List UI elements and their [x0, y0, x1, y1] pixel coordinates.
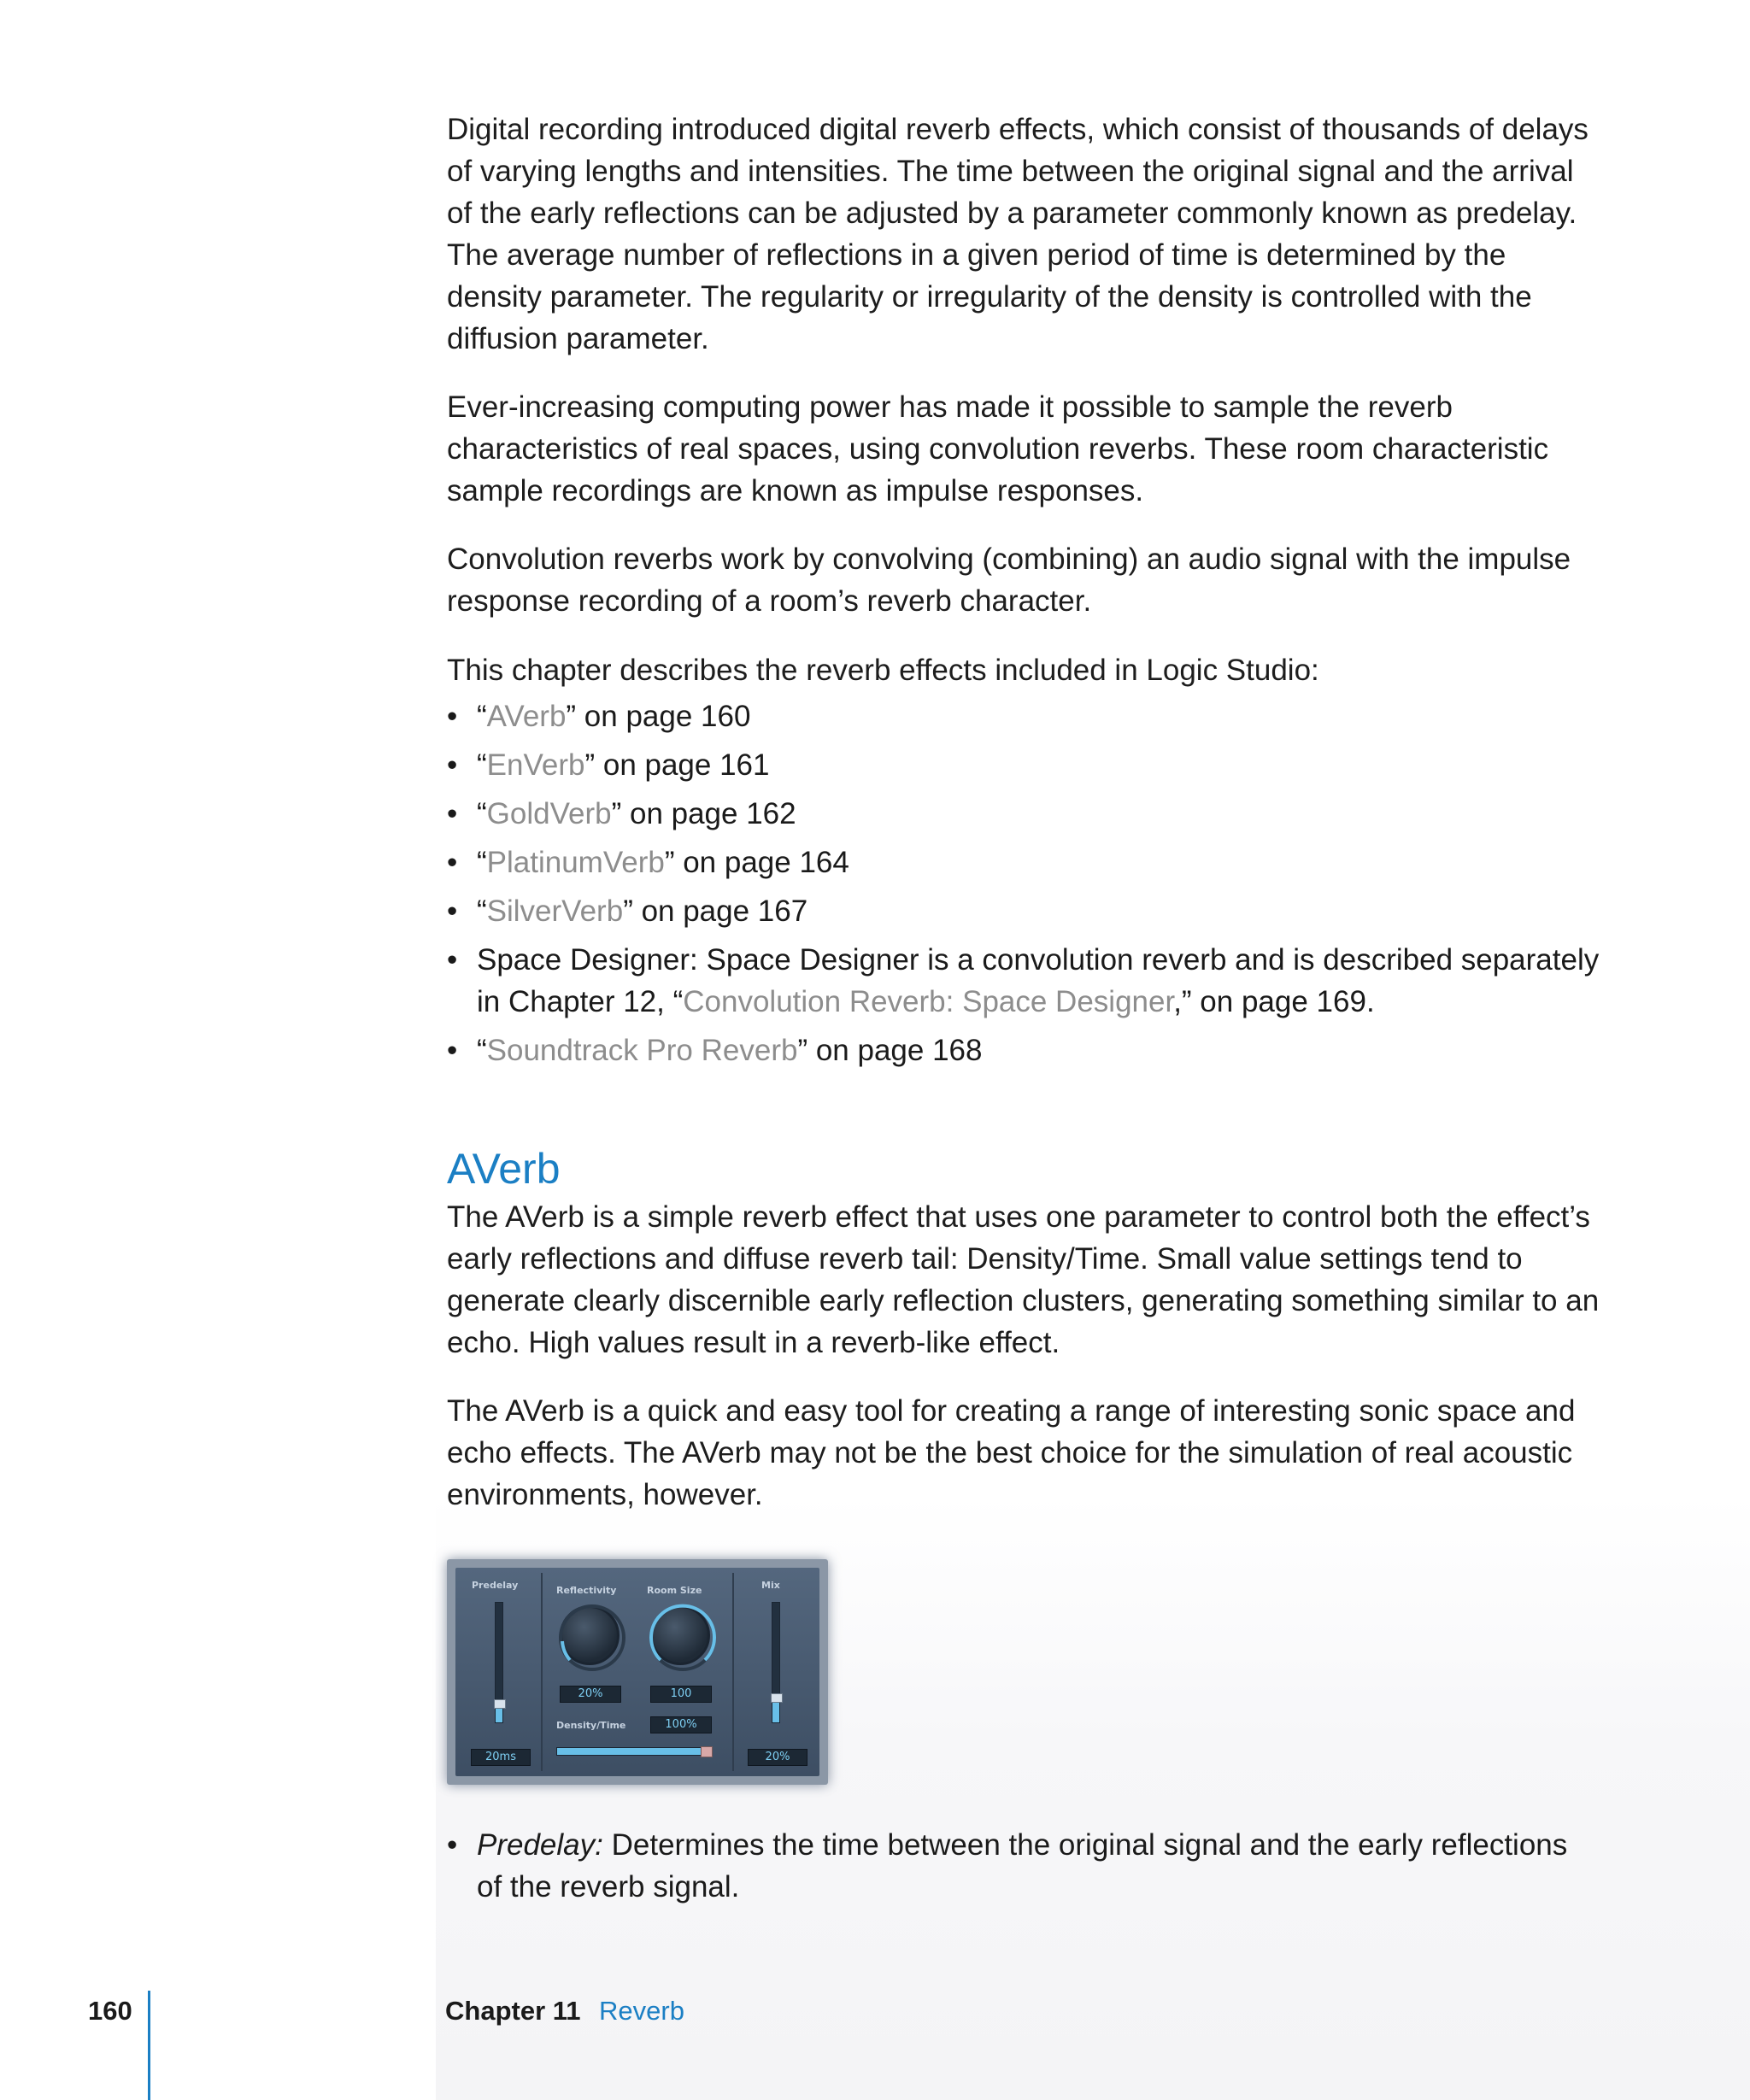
roomsize-arc: [648, 1603, 718, 1673]
list-item: [447, 793, 1600, 835]
cross-reference-link[interactable]: PlatinumVerb: [486, 846, 665, 879]
item-suffix: ,” on page 169.: [1173, 985, 1375, 1018]
footer-rule: [148, 1991, 150, 2100]
reflectivity-knob[interactable]: [560, 1605, 620, 1665]
cross-reference-link[interactable]: SilverVerb: [486, 895, 624, 928]
parameter-description: Determines the time between the original signal and the early reflections of the reverb signal.: [477, 1828, 1568, 1903]
footer-chapter: Chapter 11: [445, 1996, 581, 2026]
mix-label: Mix: [761, 1580, 780, 1591]
cross-reference-link[interactable]: Soundtrack Pro Reverb: [486, 1034, 798, 1067]
paragraph-text: The AVerb is a simple reverb effect that uses one parameter to control both the effect’s early reflections and diffuse reverb tail: Density/Time. Small value settings tend to generate clearly discernible early reflection clusters, generating something similar to an echo. High values result in a reverb-like effect.: [447, 1200, 1600, 1359]
item-suffix: ” on page 164: [664, 846, 849, 879]
item-prefix: “: [477, 1034, 487, 1067]
parameter-list-item: [447, 1824, 1600, 1908]
paragraph-text: The AVerb is a quick and easy tool for creating a range of interesting sonic space and echo effects. The AVerb may not be the best choice for the simulation of real acoustic environments, however.: [447, 1394, 1576, 1511]
predelay-thumb[interactable]: [494, 1699, 506, 1709]
convolution-paragraph: [447, 386, 1600, 512]
predelay-label: Predelay: [472, 1580, 519, 1591]
convolving-paragraph: [447, 538, 1600, 622]
cross-reference-link[interactable]: Convolution Reverb: Space Designer: [683, 985, 1174, 1018]
list-item: [447, 842, 1600, 883]
list-item: [447, 1029, 1600, 1071]
reverb-effects-list: [447, 695, 1600, 1078]
averb-description: [447, 1196, 1600, 1364]
averb-panel: [455, 1568, 819, 1776]
cross-reference-link[interactable]: GoldVerb: [486, 797, 612, 830]
list-item: [447, 890, 1600, 932]
reflectivity-value[interactable]: 20%: [560, 1686, 621, 1703]
item-suffix: ” on page 162: [611, 797, 796, 830]
averb-usage: [447, 1390, 1600, 1516]
reflectivity-label: Reflectivity: [556, 1585, 617, 1596]
predelay-value[interactable]: 20ms: [471, 1749, 531, 1766]
page-number: 160: [88, 1996, 132, 2026]
item-prefix: “: [477, 797, 487, 830]
list-item: [447, 939, 1600, 1023]
footer-chapter-title: Reverb: [599, 1996, 684, 2026]
density-fill: [557, 1748, 711, 1755]
item-prefix: “: [477, 846, 487, 879]
section-heading: AVerb: [447, 1145, 561, 1193]
reflectivity-arc: [557, 1603, 627, 1673]
list-item: [447, 695, 1600, 737]
predelay-slider[interactable]: [495, 1602, 503, 1723]
divider: [732, 1573, 734, 1771]
item-prefix: Space Designer: Space Designer is a convolution reverb and is described separately in Chapter 12, “: [477, 943, 1600, 1018]
item-prefix: “: [477, 748, 487, 782]
averb-plugin-window: [447, 1559, 828, 1785]
density-value[interactable]: 100%: [650, 1716, 712, 1733]
chapter-intro-paragraph: [447, 649, 1600, 691]
parameter-term: Predelay:: [477, 1828, 603, 1862]
list-item: [447, 744, 1600, 786]
density-thumb[interactable]: [701, 1746, 713, 1757]
roomsize-value[interactable]: 100: [650, 1686, 712, 1703]
mix-value[interactable]: 20%: [748, 1749, 807, 1766]
item-prefix: “: [477, 700, 487, 733]
item-suffix: ” on page 168: [797, 1034, 983, 1067]
roomsize-label: Room Size: [647, 1585, 702, 1596]
cross-reference-link[interactable]: AVerb: [486, 700, 567, 733]
divider: [541, 1573, 543, 1771]
item-suffix: ” on page 167: [623, 895, 808, 928]
item-prefix: “: [477, 895, 487, 928]
density-label: Density/Time: [556, 1720, 626, 1731]
mix-slider[interactable]: [772, 1602, 780, 1723]
mix-thumb[interactable]: [771, 1693, 783, 1703]
density-slider[interactable]: [556, 1747, 712, 1756]
item-suffix: ” on page 161: [584, 748, 770, 782]
paragraph-text: Digital recording introduced digital reverb effects, which consist of thousands of delays of varying lengths and intensities. The time between the original signal and the arrival of the early reflections can be adjusted by a parameter commonly known as predelay. The average number of reflections in a given period of time is determined by the density parameter. The regularity or irregularity of the density is controlled with the diffusion parameter.: [447, 113, 1589, 355]
item-suffix: ” on page 160: [566, 700, 751, 733]
roomsize-knob[interactable]: [650, 1605, 710, 1665]
paragraph-text: This chapter describes the reverb effects included in Logic Studio:: [447, 654, 1319, 687]
paragraph-text: Ever-increasing computing power has made it possible to sample the reverb characteristics of real spaces, using convolution reverbs. These room characteristic sample recordings are known as impulse responses.: [447, 390, 1549, 507]
cross-reference-link[interactable]: EnVerb: [486, 748, 585, 782]
intro-paragraph: [447, 109, 1600, 360]
paragraph-text: Convolution reverbs work by convolving (combining) an audio signal with the impulse response recording of a room’s reverb character.: [447, 543, 1571, 618]
